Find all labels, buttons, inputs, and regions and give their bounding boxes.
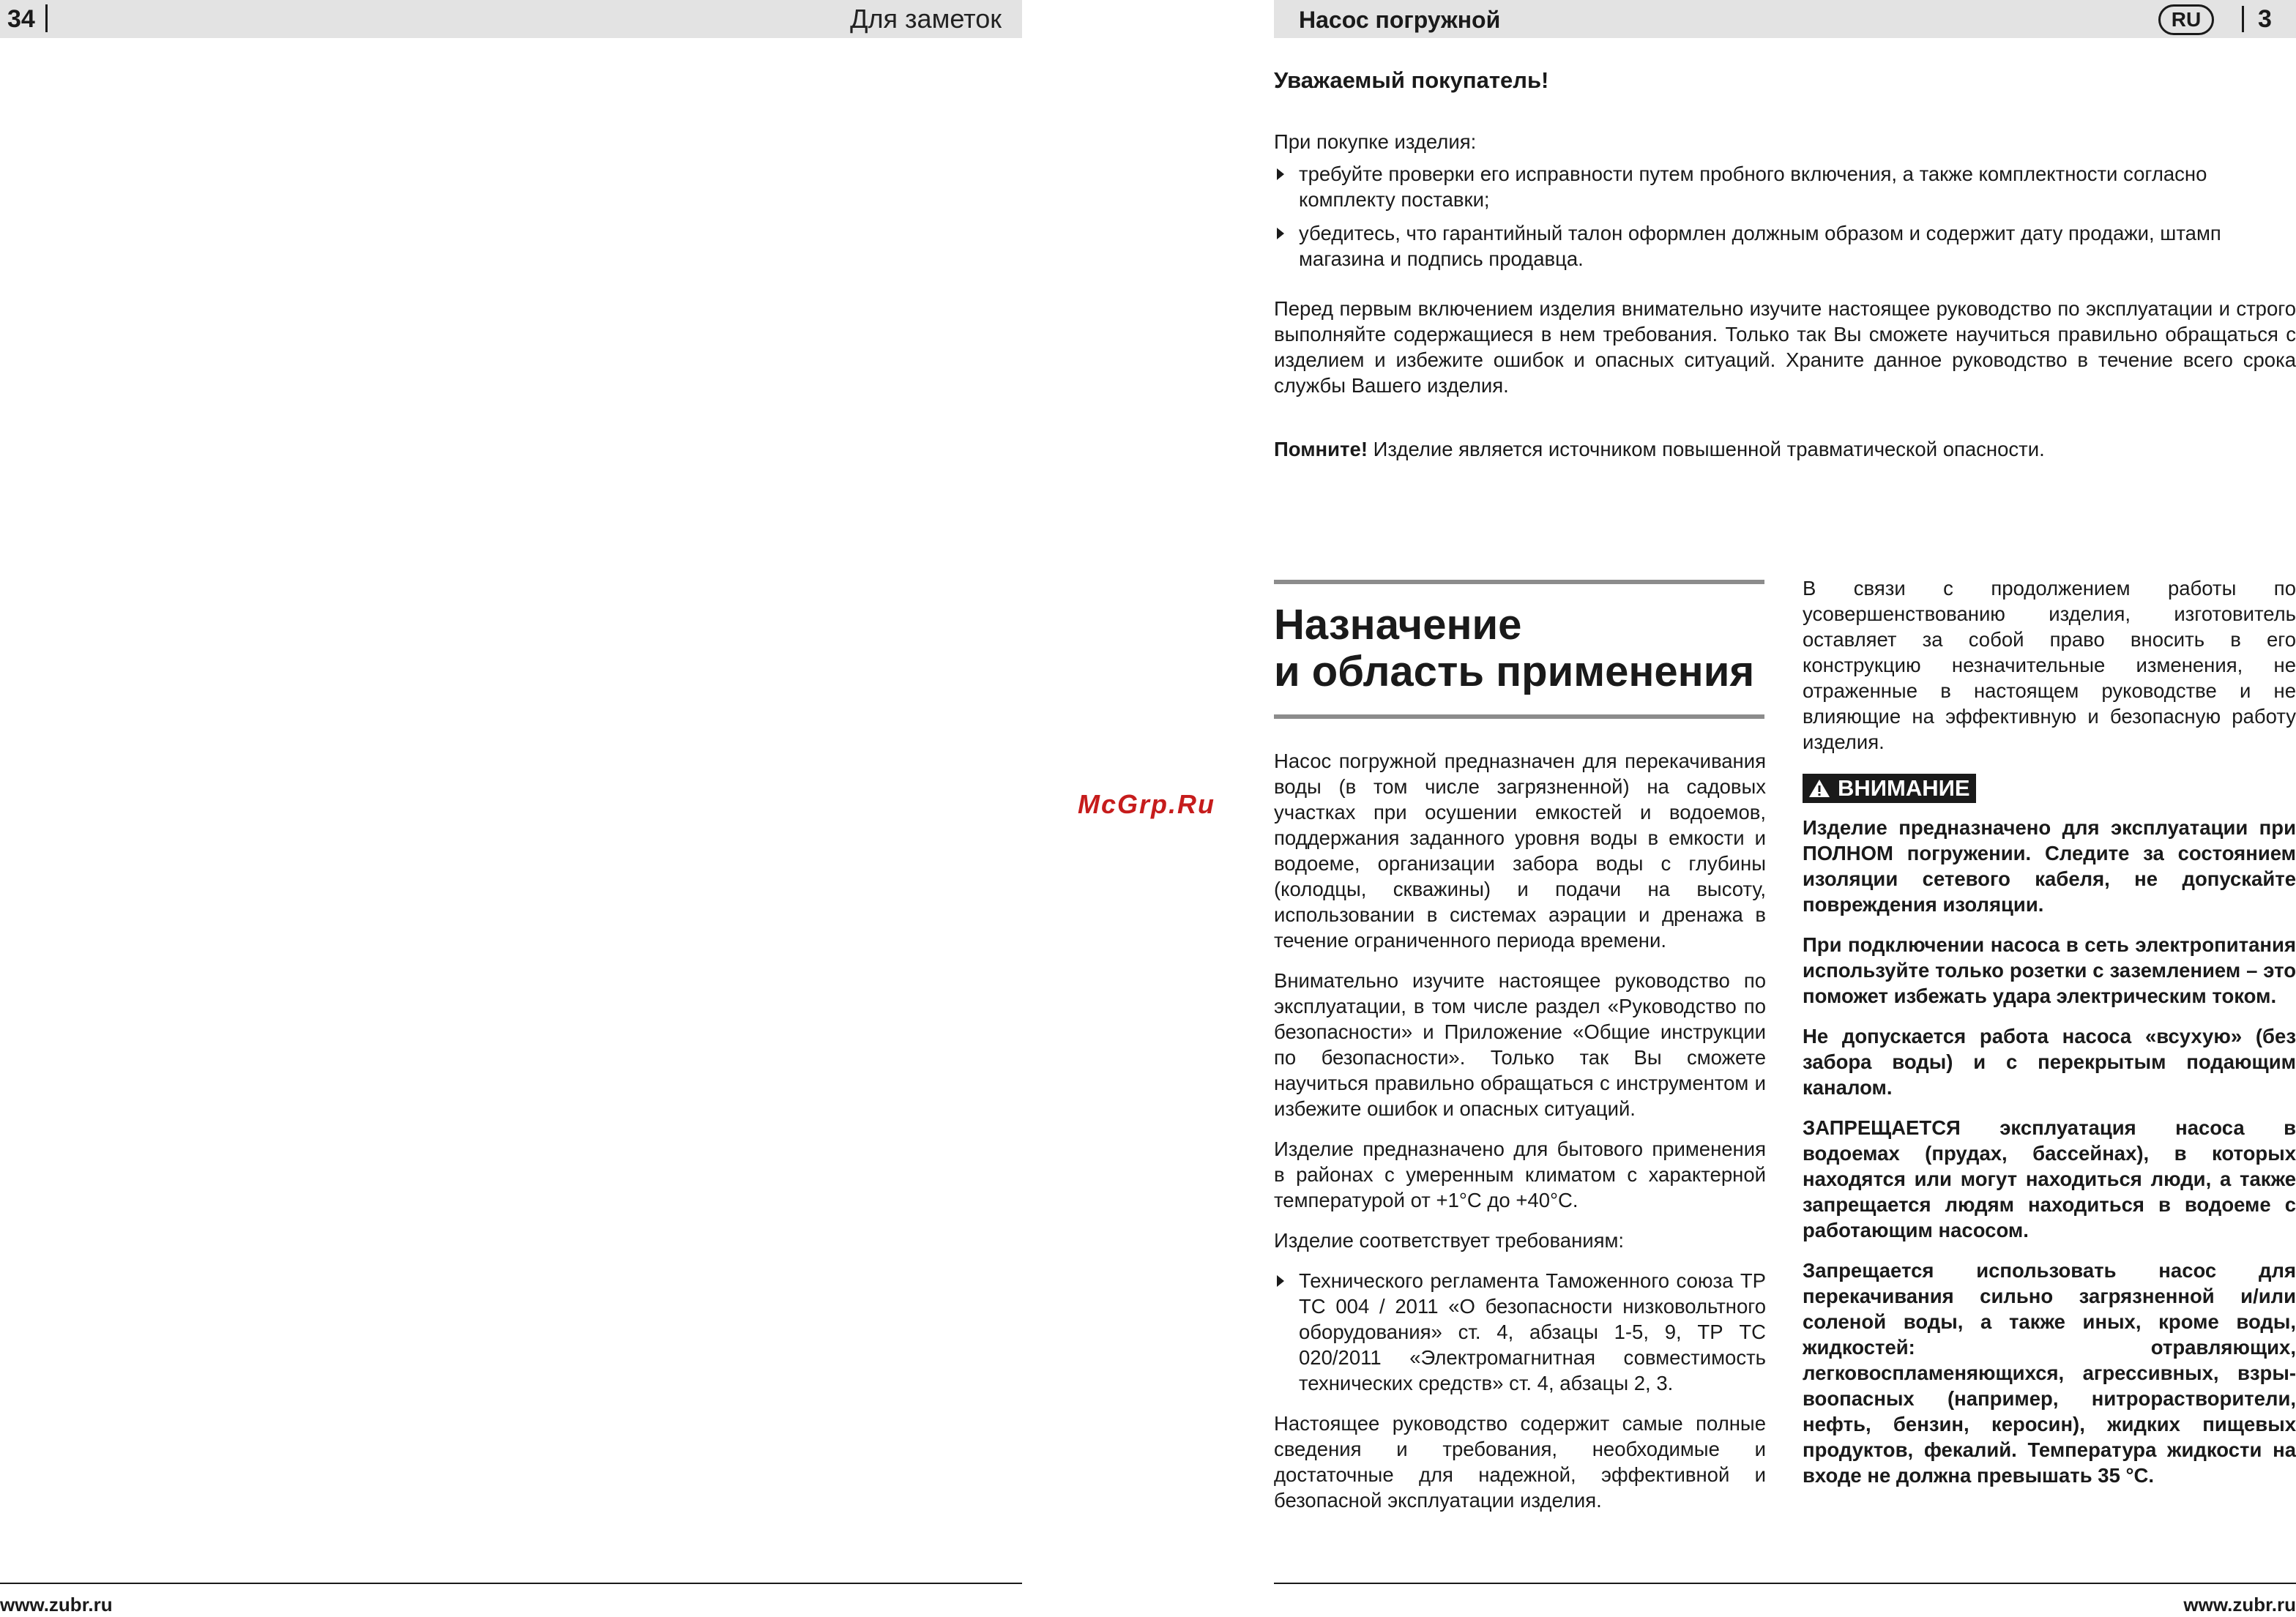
warning-label: ВНИМАНИЕ (1838, 775, 1970, 801)
right-header-title: Насос погружной (1299, 7, 1501, 33)
section-title (1274, 602, 1772, 695)
purchase-bullet-list (1274, 161, 2296, 280)
read-manual-paragraph: Внимательно изучите настоящее руководство по эксплуатации, в том числе раздел «Руководство по безопасности» и Приложение «Общие инструкции по безопасности». Только так Вы сможете научиться правильно обращаться с инструментом и избежите ошибок и опасных ситуаций. (1274, 969, 1766, 1120)
right-footer-url[interactable]: www.zubr.ru (2183, 1594, 2296, 1616)
warning-triangle-icon (1808, 778, 1830, 799)
climate-paragraph: Изделие предназначено для бытового применения в районах с умеренным климатом с характерной температурой от +1°С до +40°С. (1274, 1138, 1766, 1211)
left-footer-rule (0, 1583, 1022, 1584)
column-1 (1274, 748, 1766, 1528)
right-page-number: 3 (2258, 5, 2272, 33)
bullet-text: убедитесь, что гарантийный талон оформлен должным образом и содержит дату продажи, штамп магазина и подпись продавца. (1299, 222, 2221, 270)
warning-paragraph: Запрещается использовать насос для перекачивания сильно загрязненной и/или соленой воды, а также иных, кроме воды, жидкостей: отравляющих, легковоспламеняющихся, агрессивных, взры-воопасных (например, нитрорастворители, нефть, бензин, керосин), жидких пищевых продуктов, фекалий. Температура жидкости на входе не должна превышать 35 °С. (1803, 1259, 2296, 1487)
warning-paragraph: Не допускается работа насоса «всухую» (без забора воды) и с перекрытым подающим каналом. (1803, 1025, 2296, 1099)
compliance-intro: Изделие соответствует требованиям: (1274, 1229, 1625, 1252)
right-footer-rule (1274, 1583, 2296, 1584)
remember-paragraph (1274, 436, 2296, 462)
right-header-bar (1274, 0, 2296, 38)
manual-completeness-paragraph: Настоящее руководство содержит самые полные сведения и требования, необходимые и достаточные для надежной, эффективной и безопасной эксплуатации изделия. (1274, 1412, 1766, 1512)
before-use-paragraph: Перед первым включением изделия внимательно изучите настоящее руководство по эксплуатации и строго выполняйте содержащиеся в нем требования. Только так Вы сможете научиться правильно обращаться с изделием и избежите ошибок и опасных ситуаций. Храните данное руководство в течение всего срока службы Вашего изделия. (1274, 297, 2296, 397)
warning-badge (1803, 774, 1976, 803)
section-title-line-2: и область применения (1274, 648, 1755, 695)
right-page (1274, 0, 2296, 1617)
section-rule-top (1274, 580, 1764, 584)
list-item (1274, 1268, 1766, 1396)
left-footer-url[interactable]: www.zubr.ru (0, 1594, 113, 1616)
bullet-triangle-icon (1277, 1275, 1284, 1287)
left-page (0, 0, 1022, 1617)
left-header-divider (45, 4, 48, 32)
greeting: Уважаемый покупатель! (1274, 67, 1549, 93)
warning-paragraph: Изделие предназначено для эксплуатации при ПОЛНОМ погружении. Следите за состоянием изоляции сетевого кабеля, не допускайте повреждения изоляции. (1803, 816, 2296, 916)
bullet-text: Технического регламента Таможенного союза ТР ТС 004 / 2011 «О безопасности низковольтного оборудования» ст. 4, абзацы 1-5, 9, ТР ТС 020/2011 «Электромагнитная совместимость технических средств» ст. 4, абзацы 2, 3. (1299, 1269, 1766, 1394)
left-page-number: 34 (7, 5, 35, 33)
section-rule-bottom (1274, 714, 1764, 719)
remember-text: Изделие является источником повышенной травматической опасности. (1373, 438, 2045, 460)
section-title-line-1: Назначение (1274, 601, 1522, 649)
language-badge: RU (2158, 4, 2214, 35)
warning-paragraph: При подключении насоса в сеть электропитания используйте только розетки с заземлением – это поможет избежать удара электрическим током. (1803, 933, 2296, 1007)
bullet-text: требуйте проверки его исправности путем пробного включения, а также комплектности согласно комплекту поставки; (1299, 163, 2207, 211)
bullet-triangle-icon (1277, 168, 1284, 180)
bullet-triangle-icon (1277, 228, 1284, 239)
right-header-divider (2242, 6, 2244, 32)
purpose-paragraph: Насос погружной предназначен для перекачивания воды (в том числе загрязненной) на садовых участках при осушении емкостей и водоемов, поддержания заданного уровня воды в емкости и водоеме, организации забора воды с глубины (колодцы, скважины) и подачи на высоту, использовании в системах аэрации и дренажа в течение ограниченного периода времени. (1274, 750, 1766, 952)
left-header-bar (0, 0, 1022, 38)
left-header-title: Для заметок (850, 4, 1002, 34)
watermark: McGrp.Ru (1078, 789, 1216, 819)
warning-paragraph: ЗАПРЕЩАЕТСЯ эксплуатация насоса в водоемах (прудах, бассейнах), в которых находятся или могут находиться люди, а также запрещается людям находиться в водоеме с работающим насосом. (1803, 1116, 2296, 1241)
list-item (1274, 220, 2296, 272)
remember-label: Помните! (1274, 438, 1368, 460)
column-2 (1803, 575, 2296, 1503)
list-item (1274, 161, 2296, 212)
purchase-intro: При покупке изделия: (1274, 130, 1477, 153)
improvements-paragraph: В связи с продолжением работы по усовершенствованию изделия, изготовитель оставляет за собой право вносить в его конструкцию незначительные изменения, не отраженные в настоящем руководстве и не влияющие на эффективную и безопасную работу изделия. (1803, 577, 2296, 753)
